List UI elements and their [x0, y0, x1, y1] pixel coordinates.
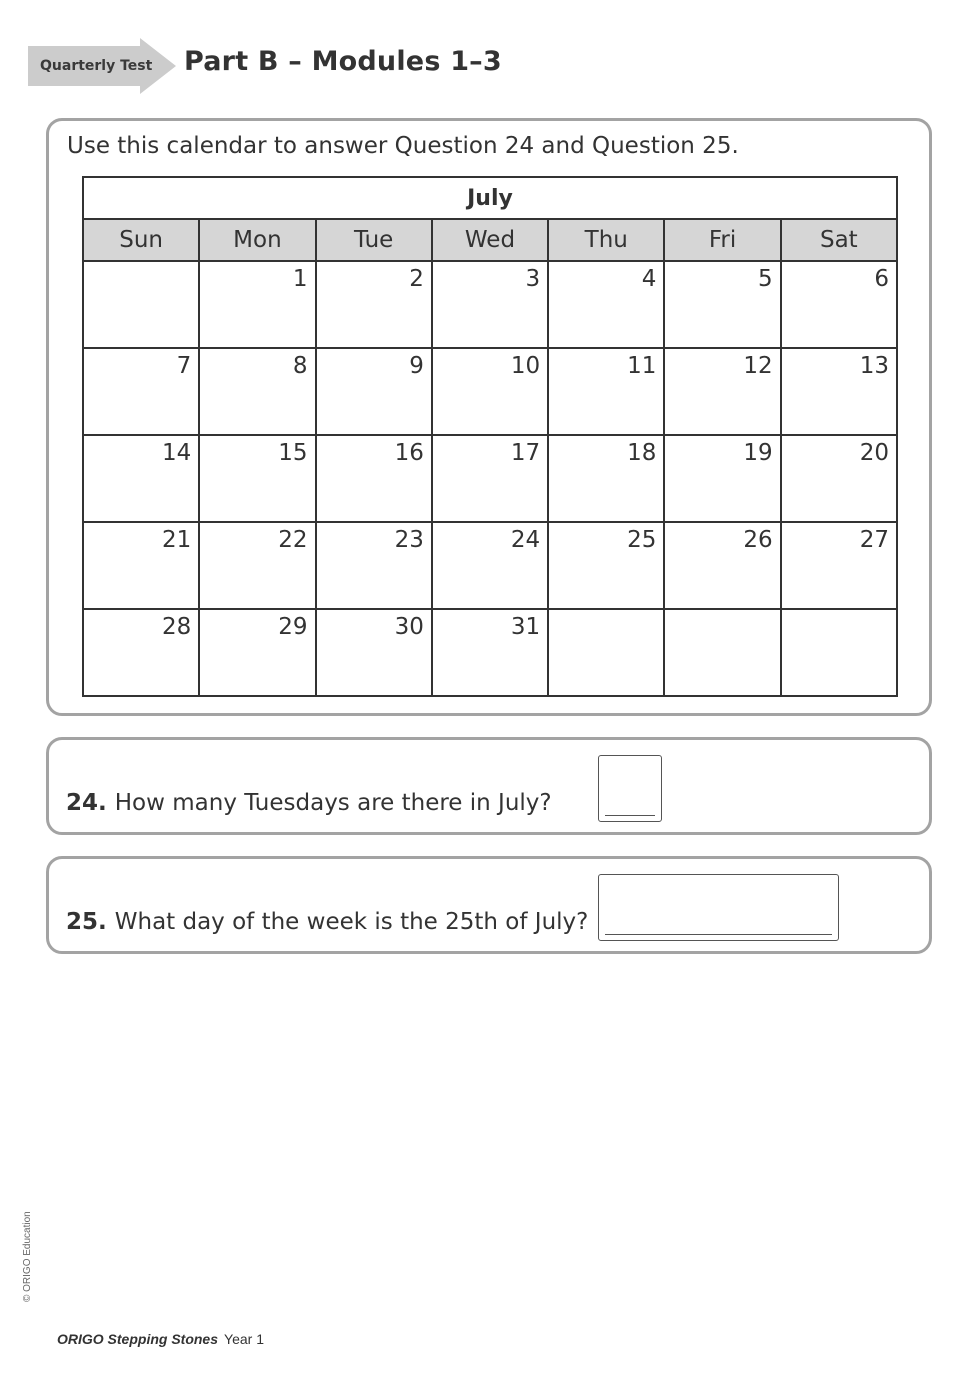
date-cell: [548, 348, 664, 435]
question-25: [66, 909, 588, 935]
date-cell: [664, 435, 780, 522]
answer-box-25[interactable]: [598, 874, 839, 941]
date-number: 17: [510, 440, 541, 466]
question-text: What day of the week is the 25th of July?: [114, 909, 589, 935]
date-number: 26: [743, 527, 773, 553]
date-cell: [548, 522, 664, 609]
date-cell: [664, 609, 780, 696]
date-cell: [664, 522, 780, 609]
date-cell: [548, 261, 664, 348]
date-cell: [664, 348, 780, 435]
question-24: [66, 790, 552, 816]
date-number: 25: [627, 527, 657, 553]
date-number: 29: [278, 614, 308, 640]
date-number: 27: [859, 527, 889, 553]
date-cell: [432, 609, 548, 696]
question-number: 25.: [66, 909, 107, 935]
footer: [57, 1331, 264, 1347]
week-row: [83, 435, 897, 522]
week-row: [83, 348, 897, 435]
date-cell: [316, 348, 432, 435]
weekday-wed: Wed: [432, 219, 548, 261]
weekday-thu: Thu: [548, 219, 664, 261]
date-cell: [781, 609, 897, 696]
weekday-sat: Sat: [781, 219, 897, 261]
date-number: 4: [641, 266, 657, 292]
date-number: 30: [394, 614, 424, 640]
date-number: [191, 278, 198, 282]
week-row: [83, 261, 897, 348]
date-number: 8: [292, 353, 308, 379]
date-number: 18: [627, 440, 657, 466]
date-number: 19: [743, 440, 773, 466]
date-cell: [316, 261, 432, 348]
calendar-instructions: Use this calendar to answer Question 24 and Question 25.: [67, 133, 739, 159]
answer-line: [605, 934, 832, 935]
date-cell: [83, 348, 199, 435]
date-cell: [199, 348, 315, 435]
date-number: 21: [162, 527, 192, 553]
date-cell: [316, 609, 432, 696]
date-number: 13: [859, 353, 889, 379]
date-number: 3: [525, 266, 541, 292]
date-cell: [83, 435, 199, 522]
question-text: How many Tuesdays are there in July?: [114, 790, 552, 816]
weekday-tue: Tue: [316, 219, 432, 261]
date-cell: [548, 435, 664, 522]
footer-year: Year 1: [224, 1331, 264, 1347]
weekday-sun: Sun: [83, 219, 199, 261]
date-number: 22: [278, 527, 308, 553]
weekday-header-row: [83, 219, 897, 261]
answer-box-24[interactable]: [598, 755, 662, 822]
date-number: 10: [510, 353, 541, 379]
date-number: 12: [743, 353, 773, 379]
quarterly-test-tab: [28, 38, 176, 94]
date-number: 5: [758, 266, 773, 292]
copyright-notice: © ORIGO Education: [22, 1211, 33, 1302]
date-cell: [432, 522, 548, 609]
date-number: [656, 626, 663, 630]
date-cell: [199, 609, 315, 696]
date-number: 2: [409, 266, 424, 292]
date-number: 28: [162, 614, 192, 640]
date-number: 9: [409, 353, 424, 379]
date-cell: [83, 261, 199, 348]
date-cell: [781, 261, 897, 348]
date-number: 7: [176, 353, 192, 379]
week-row: [83, 522, 897, 609]
date-cell: [781, 522, 897, 609]
date-cell: [664, 261, 780, 348]
date-number: [889, 626, 896, 630]
date-cell: [199, 522, 315, 609]
date-cell: [83, 522, 199, 609]
date-cell: [781, 348, 897, 435]
page-title: Part B – Modules 1–3: [184, 46, 502, 77]
date-cell: [432, 261, 548, 348]
date-cell: [199, 261, 315, 348]
date-cell: [83, 609, 199, 696]
date-cell: [548, 609, 664, 696]
question-25-panel: [46, 856, 932, 954]
weekday-fri: Fri: [664, 219, 780, 261]
date-number: 23: [394, 527, 424, 553]
month-row: [83, 177, 897, 219]
calendar-panel: [46, 118, 932, 716]
date-cell: [316, 435, 432, 522]
question-24-panel: [46, 737, 932, 835]
date-cell: [432, 348, 548, 435]
date-number: 24: [510, 527, 541, 553]
week-row: [83, 609, 897, 696]
date-number: 31: [510, 614, 541, 640]
footer-brand: ORIGO Stepping Stones: [57, 1331, 219, 1347]
date-number: 6: [874, 266, 889, 292]
date-number: [773, 626, 780, 630]
date-cell: [781, 435, 897, 522]
date-number: 11: [627, 353, 657, 379]
date-cell: [199, 435, 315, 522]
date-number: 14: [162, 440, 192, 466]
date-cell: [316, 522, 432, 609]
weekday-mon: Mon: [199, 219, 315, 261]
date-cell: [432, 435, 548, 522]
date-number: 15: [278, 440, 308, 466]
tab-label: Quarterly Test: [40, 58, 153, 74]
date-number: 16: [394, 440, 424, 466]
date-number: 1: [292, 266, 308, 292]
date-number: 20: [859, 440, 889, 466]
question-number: 24.: [66, 790, 107, 816]
month-title: July: [83, 177, 897, 219]
calendar-table: [82, 176, 898, 697]
answer-line: [605, 815, 655, 816]
calendar: [82, 176, 898, 703]
